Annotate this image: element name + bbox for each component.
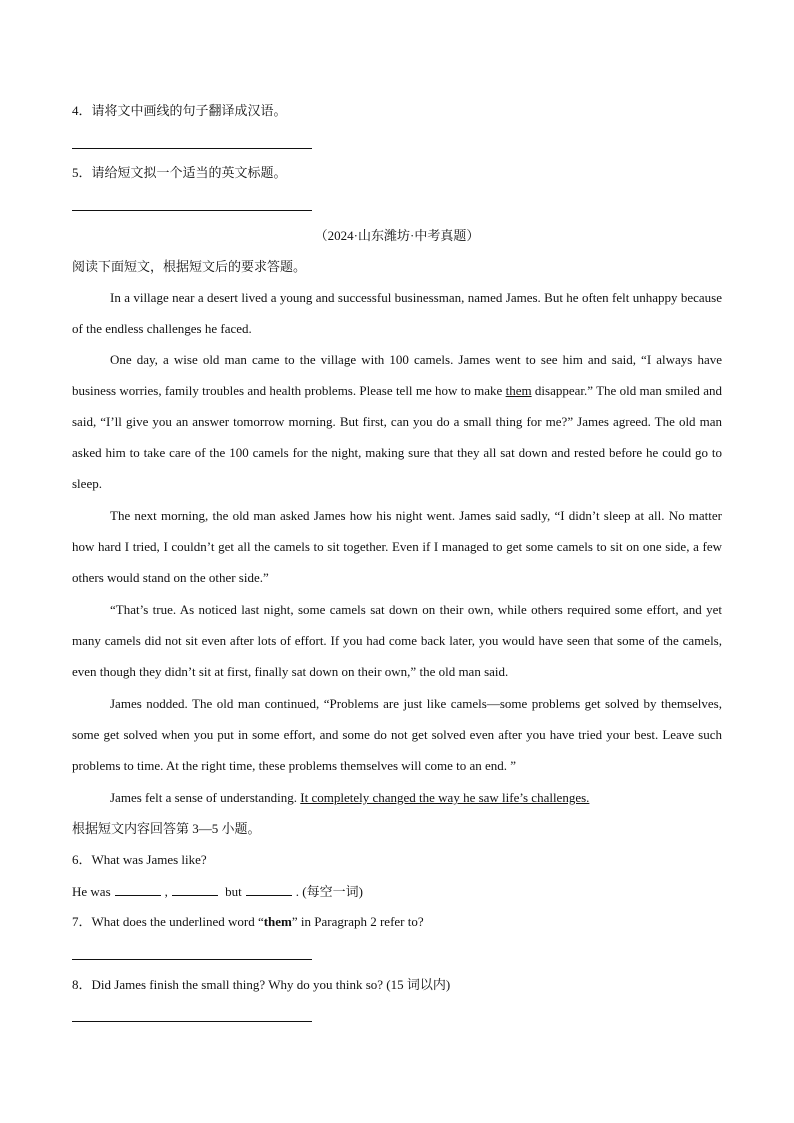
blank-1[interactable] (115, 883, 161, 896)
question-number: 7． (72, 914, 92, 929)
question-6-answer: He was , but . (每空一词) (72, 884, 363, 899)
question-text: What was James like? (91, 852, 207, 867)
blank-3[interactable] (246, 883, 292, 896)
passage-paragraph-1: In a village near a desert lived a young and successful businessman, named James. But he often felt unhappy because of the endless challenges he faced. (72, 290, 722, 336)
question-7: 7．What does the underlined word “them” in Paragraph 2 refer to? (72, 914, 424, 929)
question-6 (72, 852, 207, 868)
underlined-word-them: them (505, 383, 532, 398)
answer-line-q7[interactable] (72, 959, 312, 960)
question-text: 请将文中画线的句子翻译成汉语。 (91, 103, 287, 118)
question-5 (72, 165, 287, 181)
passage-paragraph-5: James nodded. The old man continued, “Problems are just like camels—some problems get solved by themselves, some get solved when you put in some effort, and some do not get solved even after you have tried your best. Leave such problems to time. At the right time, these problems themselves will come to an end. ” (72, 696, 722, 773)
question-8 (72, 977, 450, 993)
passage-paragraph-6: James felt a sense of understanding. It completely changed the way he saw life’s challenges. (110, 790, 590, 805)
question-text: 请给短文拟一个适当的英文标题。 (91, 165, 287, 180)
question-number: 5． (72, 165, 92, 180)
answer-line-q5[interactable] (72, 210, 312, 211)
bold-word-them: them (263, 914, 292, 929)
underlined-sentence: It completely changed the way he saw life’s challenges. (300, 790, 590, 805)
question-number: 8． (72, 977, 92, 992)
passage-paragraph-3: The next morning, the old man asked James how his night went. James said sadly, “I didn’t sleep at all. No matter how hard I tried, I couldn’t get all the camels to sit together. Even if I managed to get some camels to sit on one side, a few others would stand on the other side.” (72, 508, 722, 585)
question-4 (72, 103, 287, 119)
answer-line-q8[interactable] (72, 1021, 312, 1022)
reading-instruction: 阅读下面短文，根据短文后的要求答题。 (72, 259, 307, 274)
passage-paragraph-4: “That’s true. As noticed last night, some camels sat down on their own, while others required some effort, and yet many camels did not sit even after lots of effort. If you had come back later, you would have seen that some of the camels, even though they didn’t sit at first, finally sat down on their own,” the old man said. (72, 602, 722, 679)
source-label: （2024·山东潍坊·中考真题） (314, 228, 480, 243)
passage-paragraph-2: One day, a wise old man came to the village with 100 camels. James went to see him and said, “I always have business worries, family troubles and health problems. Please tell me how to make them disappear.” The old man smiled and said, “I’ll give you an answer tomorrow morning. But first, can you do a small thing for me?” James agreed. The old man asked him to take care of the 100 camels for the night, making sure that they all sat down and rested before he could go to sleep. (72, 352, 722, 491)
answer-instruction: 根据短文内容回答第 3—5 小题。 (72, 821, 261, 836)
question-number: 6． (72, 852, 92, 867)
question-text: Did James finish the small thing? Why do you think so? (15 词以内) (91, 977, 451, 992)
answer-line-q4[interactable] (72, 148, 312, 149)
question-number: 4． (72, 103, 92, 118)
blank-2[interactable] (172, 883, 218, 896)
